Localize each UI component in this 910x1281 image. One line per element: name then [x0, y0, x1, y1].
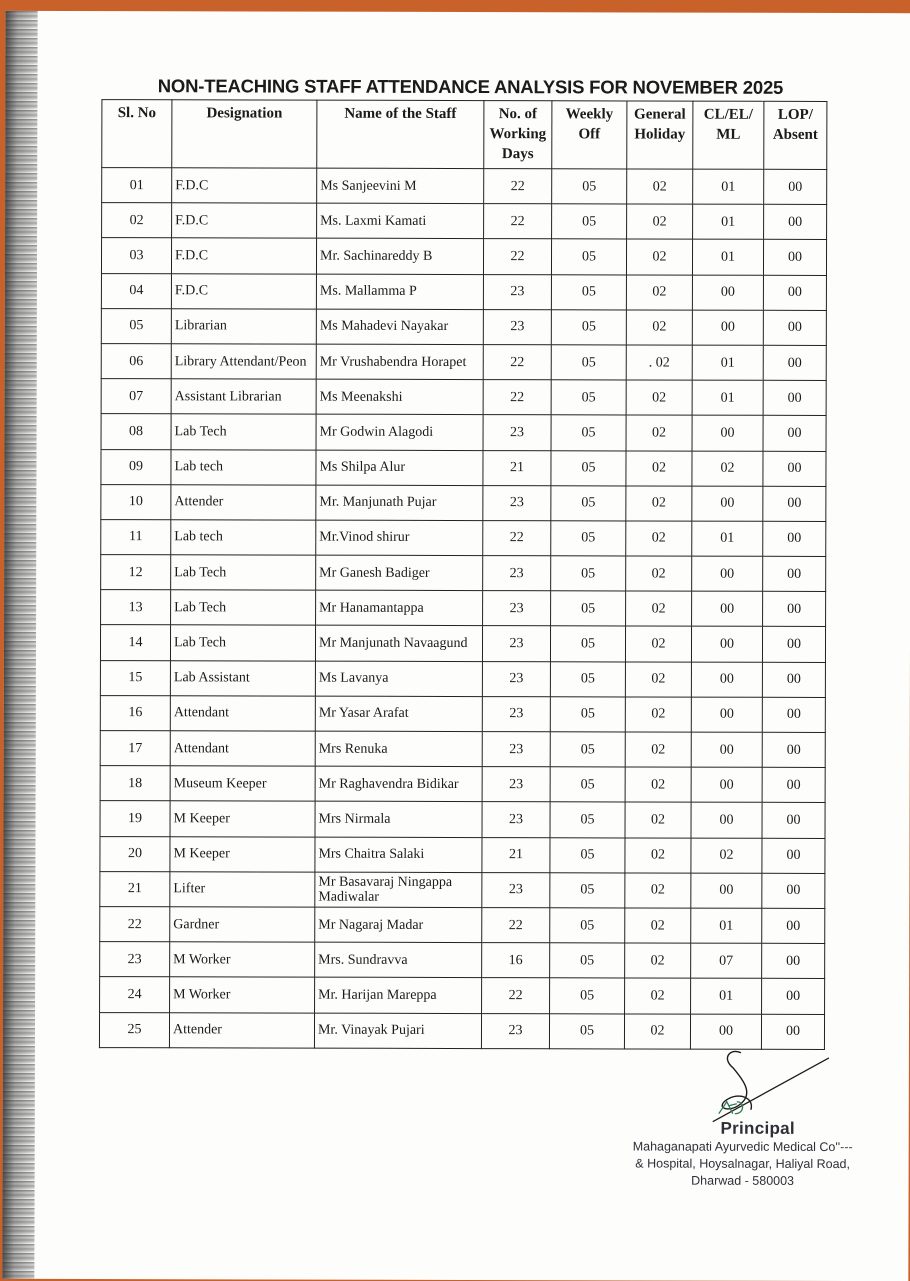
table-row [100, 695, 825, 732]
cell-staff-name: Mr. Vinayak Pujari [314, 1013, 481, 1049]
cell-leave: 00 [691, 662, 762, 697]
cell-lop: 00 [763, 556, 826, 591]
cell-staff-name: Mr Ganesh Badiger [316, 555, 483, 591]
cell-working-days: 22 [482, 978, 550, 1013]
cell-staff-name: Mr Manjunath Navaagund [315, 626, 482, 662]
cell-designation: Lab Tech [171, 590, 316, 626]
cell-weekly-off: 05 [552, 204, 627, 239]
cell-working-days: 23 [483, 415, 551, 450]
cell-sl-no: 23 [100, 942, 170, 977]
cell-sl-no: 12 [101, 555, 171, 590]
table-row [101, 449, 826, 486]
cell-working-days: 23 [483, 485, 551, 520]
cell-lop: 00 [762, 767, 825, 802]
stamp-institution-line-1: Mahaganapati Ayurvedic Medical Co''--- [632, 1139, 853, 1155]
header-designation: Designation [172, 100, 317, 168]
cell-staff-name: Ms Shilpa Alur [316, 450, 483, 486]
cell-sl-no: 15 [100, 660, 170, 695]
cell-lop: 00 [763, 380, 826, 415]
cell-general-holiday: 02 [625, 802, 691, 837]
cell-lop: 00 [762, 873, 825, 908]
cell-sl-no: 05 [101, 308, 171, 343]
attendance-table [99, 99, 827, 1050]
cell-leave: 01 [693, 169, 764, 204]
cell-designation: F.D.C [171, 238, 316, 274]
cell-general-holiday: . 02 [626, 345, 692, 380]
cell-sl-no: 24 [100, 977, 170, 1012]
cell-lop: 00 [762, 979, 825, 1014]
principal-stamp [593, 1118, 893, 1190]
cell-general-holiday: 02 [625, 732, 691, 767]
cell-leave: 00 [692, 591, 763, 626]
cell-working-days: 23 [482, 732, 550, 767]
document-page [2, 11, 910, 1281]
cell-weekly-off: 05 [549, 1013, 624, 1048]
cell-lop: 00 [764, 169, 827, 204]
cell-staff-name: Mrs. Sundravva [315, 942, 482, 978]
cell-sl-no: 18 [100, 766, 170, 801]
cell-weekly-off: 05 [551, 239, 626, 274]
cell-leave: 01 [692, 239, 763, 274]
cell-general-holiday: 02 [625, 943, 691, 978]
cell-general-holiday: 02 [626, 415, 692, 450]
cell-designation: Lab Tech [171, 555, 316, 591]
cell-leave: 01 [692, 380, 763, 415]
cell-staff-name: Mr.Vinod shirur [316, 520, 483, 556]
cell-lop: 00 [763, 521, 826, 556]
table-row [101, 519, 826, 556]
cell-staff-name: Ms. Laxmi Kamati [317, 203, 484, 239]
cell-lop: 00 [763, 275, 826, 310]
table-row [100, 766, 825, 803]
cell-general-holiday: 02 [625, 873, 691, 908]
cell-designation: Library Attendant/Peon [171, 344, 316, 380]
table-row [100, 801, 825, 838]
cell-designation: Attendant [170, 731, 315, 767]
header-name: Name of the Staff [317, 100, 484, 168]
cell-working-days: 22 [484, 204, 552, 239]
cell-weekly-off: 05 [550, 802, 625, 837]
cell-weekly-off: 05 [551, 521, 626, 556]
page-title: NON-TEACHING STAFF ATTENDANCE ANALYSIS FOR NOVEMBER 2025 [157, 75, 784, 98]
table-header-row [102, 100, 827, 170]
cell-working-days: 23 [482, 767, 550, 802]
cell-staff-name: Ms Sanjeevini M [317, 168, 484, 204]
cell-weekly-off: 05 [551, 415, 626, 450]
stamp-role: Principal [720, 1118, 796, 1138]
cell-working-days: 22 [483, 520, 551, 555]
cell-lop: 00 [764, 204, 827, 239]
cell-sl-no: 03 [101, 238, 171, 273]
cell-general-holiday: 02 [626, 591, 692, 626]
cell-leave: 00 [692, 310, 763, 345]
cell-lop: 00 [762, 838, 825, 873]
cell-leave: 00 [692, 486, 763, 521]
cell-leave: 00 [691, 767, 762, 802]
table-row [101, 379, 826, 416]
cell-weekly-off: 05 [550, 978, 625, 1013]
table-row [99, 1012, 824, 1049]
cell-sl-no: 20 [100, 836, 170, 871]
cell-general-holiday: 02 [626, 450, 692, 485]
cell-weekly-off: 05 [550, 697, 625, 732]
cell-working-days: 23 [483, 309, 551, 344]
cell-general-holiday: 02 [626, 310, 692, 345]
cell-leave: 01 [692, 345, 763, 380]
table-row [100, 731, 825, 768]
cell-designation: Librarian [171, 309, 316, 345]
cell-weekly-off: 05 [550, 767, 625, 802]
cell-sl-no: 14 [100, 625, 170, 660]
cell-sl-no: 16 [100, 695, 170, 730]
cell-designation: Attender [169, 1012, 314, 1048]
cell-leave: 00 [691, 873, 762, 908]
cell-sl-no: 22 [100, 907, 170, 942]
header-leave: CL/EL/ ML [693, 101, 764, 169]
cell-sl-no: 07 [101, 379, 171, 414]
cell-sl-no: 01 [102, 168, 172, 203]
cell-staff-name: Mr. Harijan Mareppa [315, 977, 482, 1013]
cell-weekly-off: 05 [550, 872, 625, 907]
table-row [101, 555, 826, 592]
cell-working-days: 23 [481, 1013, 549, 1048]
cell-general-holiday: 02 [625, 626, 691, 661]
cell-weekly-off: 05 [551, 274, 626, 309]
cell-designation: Attender [171, 484, 316, 520]
cell-leave: 00 [692, 415, 763, 450]
cell-weekly-off: 05 [550, 943, 625, 978]
cell-leave: 00 [690, 1014, 761, 1049]
cell-working-days: 23 [482, 802, 550, 837]
cell-lop: 00 [763, 592, 826, 627]
cell-staff-name: Mrs Nirmala [315, 802, 482, 838]
table-row [102, 168, 827, 205]
cell-weekly-off: 05 [550, 661, 625, 696]
cell-leave: 01 [691, 978, 762, 1013]
cell-sl-no: 25 [99, 1012, 169, 1047]
cell-staff-name: Mr Yasar Arafat [315, 696, 482, 732]
cell-weekly-off: 05 [551, 345, 626, 380]
cell-weekly-off: 05 [550, 732, 625, 767]
table-row [101, 238, 826, 275]
cell-general-holiday: 02 [626, 521, 692, 556]
cell-general-holiday: 02 [625, 662, 691, 697]
cell-leave: 02 [692, 451, 763, 486]
cell-designation: F.D.C [172, 203, 317, 239]
cell-staff-name: Ms Mahadevi Nayakar [316, 309, 483, 345]
header-sl-no: Sl. No [102, 100, 172, 168]
cell-general-holiday: 02 [626, 556, 692, 591]
cell-lop: 00 [763, 451, 826, 486]
cell-general-holiday: 02 [627, 169, 693, 204]
cell-sl-no: 04 [101, 273, 171, 308]
cell-designation: Lab Tech [171, 414, 316, 450]
cell-designation: Lab tech [171, 520, 316, 556]
cell-weekly-off: 05 [550, 908, 625, 943]
cell-working-days: 22 [483, 239, 551, 274]
cell-designation: Attendant [170, 696, 315, 732]
cell-staff-name: Mr. Manjunath Pujar [316, 485, 483, 521]
cell-leave: 00 [691, 732, 762, 767]
cell-weekly-off: 05 [551, 309, 626, 344]
cell-designation: M Worker [170, 942, 315, 978]
cell-sl-no: 17 [100, 731, 170, 766]
cell-designation: M Keeper [170, 801, 315, 837]
cell-sl-no: 09 [101, 449, 171, 484]
cell-weekly-off: 05 [552, 169, 627, 204]
table-row [100, 660, 825, 697]
table-row [101, 308, 826, 345]
cell-sl-no: 08 [101, 414, 171, 449]
table-row [102, 203, 827, 240]
cell-leave: 07 [691, 943, 762, 978]
cell-general-holiday: 02 [626, 275, 692, 310]
cell-general-holiday: 02 [626, 239, 692, 274]
cell-staff-name: Ms Meenakshi [316, 379, 483, 415]
cell-working-days: 21 [482, 837, 550, 872]
cell-lop: 00 [762, 662, 825, 697]
cell-leave: 01 [693, 204, 764, 239]
cell-designation: Gardner [170, 907, 315, 943]
cell-lop: 00 [762, 908, 825, 943]
cell-designation: Lifter [170, 871, 315, 907]
cell-general-holiday: 02 [626, 380, 692, 415]
stamp-institution-line-2: & Hospital, Hoysalnagar, Haliyal Road, [635, 1156, 851, 1172]
table-row [101, 273, 826, 310]
cell-designation: F.D.C [172, 168, 317, 204]
table-row [100, 942, 825, 979]
table-row [101, 414, 826, 451]
header-general-holiday: General Holiday [627, 101, 693, 169]
table-row [101, 344, 826, 381]
cell-general-holiday: 02 [625, 978, 691, 1013]
table-row [100, 907, 825, 944]
cell-designation: Lab tech [171, 449, 316, 485]
header-working-days: No. of Working Days [484, 101, 552, 169]
cell-working-days: 22 [484, 169, 552, 204]
cell-sl-no: 11 [101, 519, 171, 554]
cell-weekly-off: 05 [550, 837, 625, 872]
cell-sl-no: 19 [100, 801, 170, 836]
cell-leave: 00 [691, 802, 762, 837]
cell-leave: 02 [691, 838, 762, 873]
cell-staff-name: Ms Lavanya [315, 661, 482, 697]
cell-sl-no: 10 [101, 484, 171, 519]
cell-weekly-off: 05 [550, 626, 625, 661]
cell-designation: M Worker [170, 977, 315, 1013]
table-row [100, 977, 825, 1014]
cell-leave: 00 [691, 697, 762, 732]
cell-staff-name: Mr Vrushabendra Horapet [316, 344, 483, 380]
table-row [100, 836, 825, 873]
cell-general-holiday: 02 [627, 204, 693, 239]
cell-weekly-off: 05 [551, 556, 626, 591]
cell-designation: Museum Keeper [170, 766, 315, 802]
cell-leave: 00 [692, 556, 763, 591]
header-lop: LOP/ Absent [764, 101, 827, 169]
cell-working-days: 22 [483, 345, 551, 380]
cell-working-days: 23 [482, 661, 550, 696]
cell-leave: 00 [692, 275, 763, 310]
cell-designation: M Keeper [170, 836, 315, 872]
cell-working-days: 23 [483, 591, 551, 626]
cell-lop: 00 [763, 486, 826, 521]
cell-designation: Assistant Librarian [171, 379, 316, 415]
cell-working-days: 23 [483, 274, 551, 309]
cell-staff-name: Mr Hanamantappa [316, 590, 483, 626]
cell-general-holiday: 02 [626, 486, 692, 521]
cell-sl-no: 06 [101, 344, 171, 379]
cell-staff-name: Mr Basavaraj Ningappa Madiwalar [315, 872, 482, 908]
cell-general-holiday: 02 [625, 697, 691, 732]
cell-weekly-off: 05 [551, 485, 626, 520]
cell-staff-name: Mr Godwin Alagodi [316, 414, 483, 450]
table-row [100, 625, 825, 662]
stamp-institution-line-3: Dharwad - 580003 [691, 1173, 795, 1188]
cell-leave: 01 [691, 908, 762, 943]
cell-staff-name: Mr Nagaraj Madar [315, 907, 482, 943]
table-row [100, 871, 825, 908]
cell-lop: 00 [762, 732, 825, 767]
cell-leave: 00 [691, 627, 762, 662]
cell-sl-no: 21 [100, 871, 170, 906]
cell-lop: 00 [762, 943, 825, 978]
cell-staff-name: Ms. Mallamma P [316, 274, 483, 310]
cell-staff-name: Mr. Sachinareddy B [316, 239, 483, 275]
cell-lop: 00 [762, 803, 825, 838]
cell-lop: 00 [761, 1014, 824, 1049]
header-weekly-off: Weekly Off [552, 101, 627, 169]
cell-designation: F.D.C [171, 273, 316, 309]
cell-working-days: 16 [482, 943, 550, 978]
cell-general-holiday: 02 [625, 908, 691, 943]
cell-staff-name: Mrs Chaitra Salaki [315, 837, 482, 873]
cell-working-days: 23 [482, 872, 550, 907]
cell-general-holiday: 02 [625, 767, 691, 802]
cell-lop: 00 [763, 310, 826, 345]
cell-staff-name: Mr Raghavendra Bidikar [315, 766, 482, 802]
cell-staff-name: Mrs Renuka [315, 731, 482, 767]
scan-shadow-edge [2, 11, 37, 1279]
cell-working-days: 22 [483, 380, 551, 415]
cell-working-days: 22 [482, 908, 550, 943]
cell-sl-no: 13 [101, 590, 171, 625]
cell-lop: 00 [763, 240, 826, 275]
table-body [99, 168, 826, 1050]
cell-lop: 00 [763, 345, 826, 380]
cell-working-days: 23 [483, 556, 551, 591]
cell-lop: 00 [763, 416, 826, 451]
table-row [101, 484, 826, 521]
cell-weekly-off: 05 [551, 591, 626, 626]
table-row [101, 590, 826, 627]
cell-designation: Lab Tech [170, 625, 315, 661]
cell-designation: Lab Assistant [170, 660, 315, 696]
cell-lop: 00 [762, 697, 825, 732]
cell-general-holiday: 02 [625, 838, 691, 873]
cell-weekly-off: 05 [551, 450, 626, 485]
cell-sl-no: 02 [102, 203, 172, 238]
cell-working-days: 21 [483, 450, 551, 485]
cell-lop: 00 [762, 627, 825, 662]
cell-working-days: 23 [482, 696, 550, 731]
cell-leave: 01 [692, 521, 763, 556]
cell-general-holiday: 02 [624, 1013, 690, 1048]
cell-working-days: 23 [482, 626, 550, 661]
cell-weekly-off: 05 [551, 380, 626, 415]
